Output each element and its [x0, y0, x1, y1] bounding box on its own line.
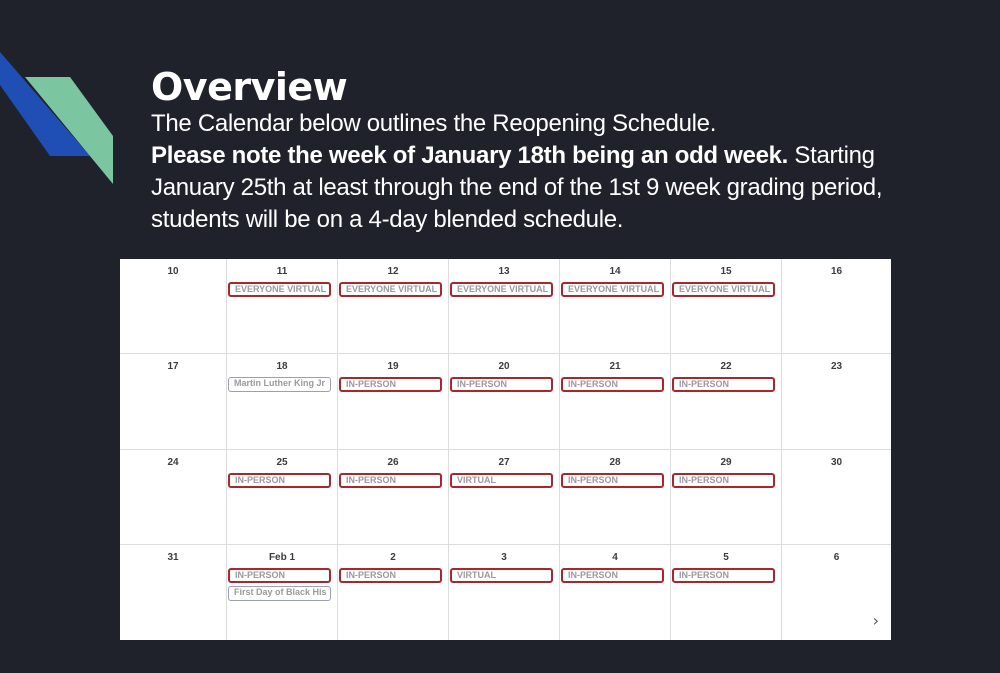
schedule-event-chip[interactable]: EVERYONE VIRTUAL [450, 282, 553, 297]
calendar-day-cell[interactable] [449, 354, 560, 449]
calendar-day-cell[interactable] [449, 545, 560, 640]
day-number: 10 [167, 266, 179, 277]
day-number: 28 [609, 456, 621, 468]
calendar-day-cell[interactable] [671, 450, 782, 545]
day-number: 30 [830, 456, 843, 468]
day-number: Feb 1 [268, 551, 296, 563]
description-line-2 [151, 140, 911, 172]
day-number: 20 [498, 361, 510, 373]
day-number: 3 [501, 551, 507, 563]
calendar-day-cell[interactable] [227, 545, 338, 640]
schedule-event-chip[interactable]: IN-PERSON [672, 473, 775, 488]
description [151, 108, 911, 236]
calendar-day-cell[interactable] [120, 545, 227, 640]
calendar-day-cell[interactable] [560, 259, 671, 354]
calendar-day-cell[interactable] [782, 545, 891, 640]
calendar-day-cell[interactable] [782, 354, 891, 449]
calendar-month-grid [120, 259, 891, 640]
decorative-ribbon-graphic [0, 0, 120, 190]
schedule-event-chip[interactable]: IN-PERSON [339, 473, 442, 488]
day-number: 22 [720, 361, 732, 373]
calendar-day-cell[interactable] [227, 450, 338, 545]
calendar-day-cell[interactable] [449, 259, 560, 354]
calendar-day-cell[interactable] [560, 545, 671, 640]
day-number: 24 [167, 456, 179, 468]
calendar-day-cell[interactable] [227, 354, 338, 449]
calendar-day-cell[interactable] [560, 354, 671, 449]
schedule-event-chip[interactable]: EVERYONE VIRTUAL [561, 282, 664, 297]
schedule-event-chip[interactable]: IN-PERSON [339, 377, 442, 392]
calendar-day-cell[interactable] [782, 259, 891, 354]
day-number: 31 [167, 551, 179, 563]
schedule-event-chip[interactable]: VIRTUAL [450, 568, 553, 583]
schedule-event-chip[interactable]: IN-PERSON [561, 568, 664, 583]
calendar-day-cell[interactable] [227, 259, 338, 354]
schedule-event-chip[interactable]: EVERYONE VIRTUAL [339, 282, 442, 297]
calendar-day-cell[interactable] [560, 450, 671, 545]
schedule-event-chip[interactable]: IN-PERSON [450, 377, 553, 392]
day-number: 2 [390, 551, 396, 563]
day-number: 29 [720, 456, 732, 468]
schedule-event-chip[interactable]: IN-PERSON [228, 473, 331, 488]
calendar-day-cell[interactable] [338, 354, 449, 449]
schedule-event-chip[interactable]: EVERYONE VIRTUAL [228, 282, 331, 297]
schedule-event-chip[interactable]: IN-PERSON [561, 377, 664, 392]
day-number: 4 [612, 551, 618, 563]
calendar-day-cell[interactable] [120, 354, 227, 449]
schedule-event-chip[interactable]: IN-PERSON [561, 473, 664, 488]
calendar-day-cell[interactable] [671, 259, 782, 354]
day-number: 17 [167, 361, 179, 373]
calendar-day-cell[interactable] [338, 450, 449, 545]
description-line-1: The Calendar below outlines the Reopening Schedule. [151, 110, 717, 137]
schedule-event-chip[interactable]: IN-PERSON [339, 568, 442, 583]
calendar-day-cell[interactable] [782, 450, 891, 545]
day-number: 26 [387, 456, 399, 468]
day-number: 23 [830, 361, 843, 373]
calendar-day-cell[interactable] [671, 354, 782, 449]
day-number: 5 [723, 551, 729, 563]
schedule-event-chip[interactable]: VIRTUAL [450, 473, 553, 488]
calendar-day-cell[interactable] [338, 545, 449, 640]
schedule-event-chip[interactable]: IN-PERSON [672, 568, 775, 583]
description-emphasis: Please note the week of January 18th being an odd week. [151, 142, 789, 169]
day-number: 18 [276, 361, 288, 373]
day-number: 15 [720, 266, 732, 277]
holiday-event-chip[interactable]: First Day of Black His [228, 586, 331, 601]
description-line-3: January 25th at least through the end of the 1st 9 week grading period, [151, 174, 883, 201]
calendar-day-cell[interactable] [338, 259, 449, 354]
day-number: 6 [833, 551, 840, 563]
calendar-day-cell[interactable] [449, 450, 560, 545]
day-number: 14 [609, 266, 621, 277]
description-line-2-rest: Starting [788, 142, 875, 169]
chevron-right-icon[interactable]: › [872, 611, 879, 630]
day-number: 19 [387, 361, 399, 373]
day-number: 13 [498, 266, 510, 277]
description-line-4: students will be on a 4-day blended schedule. [151, 206, 624, 233]
day-number: 21 [609, 361, 621, 373]
calendar-day-cell[interactable] [120, 259, 227, 354]
day-number: 16 [830, 266, 843, 277]
day-number: 27 [498, 456, 510, 468]
calendar-day-cell[interactable] [120, 450, 227, 545]
page-title: Overview [151, 65, 348, 109]
day-number: 12 [387, 266, 399, 277]
schedule-event-chip[interactable]: IN-PERSON [228, 568, 331, 583]
day-number: 11 [276, 266, 288, 277]
schedule-event-chip[interactable]: IN-PERSON [672, 377, 775, 392]
calendar-day-cell[interactable] [671, 545, 782, 640]
day-number: 25 [276, 456, 288, 468]
holiday-event-chip[interactable]: Martin Luther King Jr [228, 377, 331, 392]
schedule-event-chip[interactable]: EVERYONE VIRTUAL [672, 282, 775, 297]
